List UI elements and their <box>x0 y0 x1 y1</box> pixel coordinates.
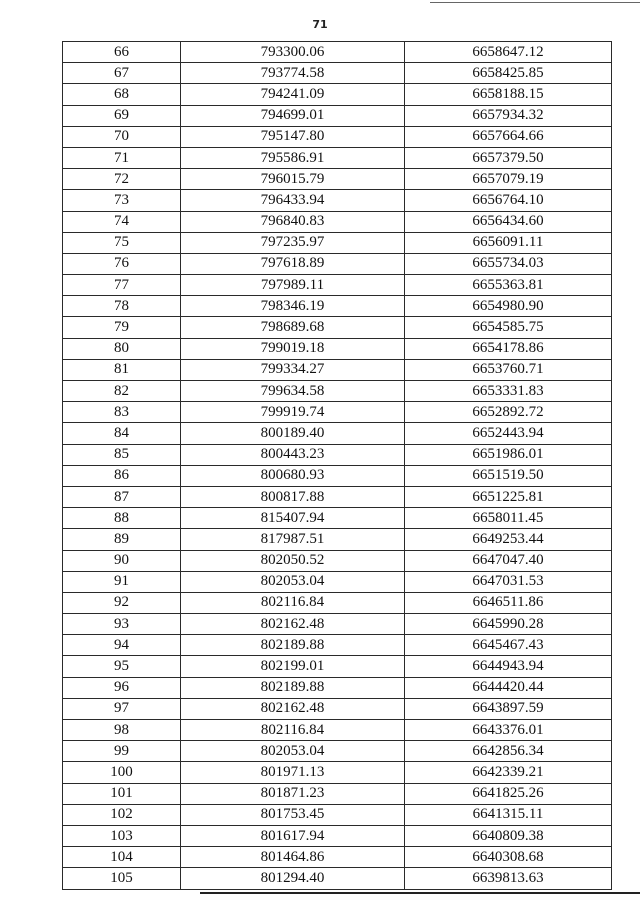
table-row <box>63 211 612 232</box>
point-number-cell: 74 <box>63 211 181 232</box>
table-row <box>63 762 612 783</box>
y-coordinate-cell: 6658011.45 <box>405 508 612 529</box>
page-number: 71 <box>312 18 328 31</box>
point-number-cell: 101 <box>63 783 181 804</box>
point-number-cell: 99 <box>63 741 181 762</box>
y-coordinate-cell: 6651986.01 <box>405 444 612 465</box>
x-coordinate-cell: 801464.86 <box>181 847 405 868</box>
point-number-cell: 76 <box>63 253 181 274</box>
point-number-cell: 78 <box>63 296 181 317</box>
x-coordinate-cell: 802162.48 <box>181 614 405 635</box>
x-coordinate-cell: 795147.80 <box>181 126 405 147</box>
y-coordinate-cell: 6657664.66 <box>405 126 612 147</box>
y-coordinate-cell: 6657934.32 <box>405 105 612 126</box>
y-coordinate-cell: 6642339.21 <box>405 762 612 783</box>
y-coordinate-cell: 6652443.94 <box>405 423 612 444</box>
x-coordinate-cell: 800189.40 <box>181 423 405 444</box>
table-row <box>63 423 612 444</box>
point-number-cell: 70 <box>63 126 181 147</box>
table-row <box>63 804 612 825</box>
y-coordinate-cell: 6658188.15 <box>405 84 612 105</box>
table-row <box>63 253 612 274</box>
table-row <box>63 402 612 423</box>
point-number-cell: 86 <box>63 465 181 486</box>
y-coordinate-cell: 6647047.40 <box>405 550 612 571</box>
x-coordinate-cell: 793774.58 <box>181 63 405 84</box>
y-coordinate-cell: 6655734.03 <box>405 253 612 274</box>
x-coordinate-cell: 802050.52 <box>181 550 405 571</box>
point-number-cell: 91 <box>63 571 181 592</box>
x-coordinate-cell: 795586.91 <box>181 147 405 168</box>
point-number-cell: 92 <box>63 592 181 613</box>
x-coordinate-cell: 798346.19 <box>181 296 405 317</box>
x-coordinate-cell: 802116.84 <box>181 720 405 741</box>
point-number-cell: 90 <box>63 550 181 571</box>
point-number-cell: 105 <box>63 868 181 889</box>
point-number-cell: 84 <box>63 423 181 444</box>
table-row <box>63 635 612 656</box>
point-number-cell: 66 <box>63 42 181 63</box>
x-coordinate-cell: 799634.58 <box>181 381 405 402</box>
point-number-cell: 103 <box>63 825 181 846</box>
x-coordinate-cell: 798689.68 <box>181 317 405 338</box>
y-coordinate-cell: 6647031.53 <box>405 571 612 592</box>
point-number-cell: 81 <box>63 359 181 380</box>
y-coordinate-cell: 6639813.63 <box>405 868 612 889</box>
top-edge-rule <box>430 2 640 3</box>
x-coordinate-cell: 802162.48 <box>181 698 405 719</box>
coordinates-table <box>62 41 612 890</box>
y-coordinate-cell: 6657379.50 <box>405 147 612 168</box>
table-row <box>63 359 612 380</box>
table-row <box>63 126 612 147</box>
x-coordinate-cell: 799019.18 <box>181 338 405 359</box>
table-row <box>63 550 612 571</box>
table-row <box>63 508 612 529</box>
x-coordinate-cell: 794241.09 <box>181 84 405 105</box>
y-coordinate-cell: 6658425.85 <box>405 63 612 84</box>
x-coordinate-cell: 801753.45 <box>181 804 405 825</box>
table-row <box>63 741 612 762</box>
point-number-cell: 68 <box>63 84 181 105</box>
x-coordinate-cell: 802189.88 <box>181 677 405 698</box>
point-number-cell: 93 <box>63 614 181 635</box>
x-coordinate-cell: 796433.94 <box>181 190 405 211</box>
table-row <box>63 783 612 804</box>
y-coordinate-cell: 6641315.11 <box>405 804 612 825</box>
y-coordinate-cell: 6654178.86 <box>405 338 612 359</box>
y-coordinate-cell: 6641825.26 <box>405 783 612 804</box>
y-coordinate-cell: 6657079.19 <box>405 169 612 190</box>
y-coordinate-cell: 6643897.59 <box>405 698 612 719</box>
y-coordinate-cell: 6644420.44 <box>405 677 612 698</box>
x-coordinate-cell: 802053.04 <box>181 741 405 762</box>
point-number-cell: 67 <box>63 63 181 84</box>
y-coordinate-cell: 6656764.10 <box>405 190 612 211</box>
x-coordinate-cell: 794699.01 <box>181 105 405 126</box>
table-row <box>63 381 612 402</box>
table-row <box>63 465 612 486</box>
x-coordinate-cell: 796015.79 <box>181 169 405 190</box>
point-number-cell: 73 <box>63 190 181 211</box>
point-number-cell: 88 <box>63 508 181 529</box>
x-coordinate-cell: 802053.04 <box>181 571 405 592</box>
table-row <box>63 296 612 317</box>
y-coordinate-cell: 6640308.68 <box>405 847 612 868</box>
table-row <box>63 720 612 741</box>
point-number-cell: 77 <box>63 275 181 296</box>
x-coordinate-cell: 799334.27 <box>181 359 405 380</box>
x-coordinate-cell: 797618.89 <box>181 253 405 274</box>
point-number-cell: 72 <box>63 169 181 190</box>
table-row <box>63 677 612 698</box>
point-number-cell: 69 <box>63 105 181 126</box>
y-coordinate-cell: 6651519.50 <box>405 465 612 486</box>
y-coordinate-cell: 6645467.43 <box>405 635 612 656</box>
point-number-cell: 102 <box>63 804 181 825</box>
y-coordinate-cell: 6645990.28 <box>405 614 612 635</box>
y-coordinate-cell: 6658647.12 <box>405 42 612 63</box>
table-row <box>63 868 612 889</box>
table-row <box>63 232 612 253</box>
y-coordinate-cell: 6654585.75 <box>405 317 612 338</box>
y-coordinate-cell: 6653331.83 <box>405 381 612 402</box>
y-coordinate-cell: 6642856.34 <box>405 741 612 762</box>
table-row <box>63 529 612 550</box>
x-coordinate-cell: 802116.84 <box>181 592 405 613</box>
table-row <box>63 105 612 126</box>
point-number-cell: 97 <box>63 698 181 719</box>
table-row <box>63 444 612 465</box>
x-coordinate-cell: 817987.51 <box>181 529 405 550</box>
x-coordinate-cell: 815407.94 <box>181 508 405 529</box>
table-row <box>63 592 612 613</box>
x-coordinate-cell: 796840.83 <box>181 211 405 232</box>
table-row <box>63 42 612 63</box>
x-coordinate-cell: 797989.11 <box>181 275 405 296</box>
point-number-cell: 98 <box>63 720 181 741</box>
x-coordinate-cell: 801871.23 <box>181 783 405 804</box>
table-row <box>63 338 612 359</box>
x-coordinate-cell: 793300.06 <box>181 42 405 63</box>
point-number-cell: 100 <box>63 762 181 783</box>
point-number-cell: 104 <box>63 847 181 868</box>
bottom-edge-rule <box>200 892 640 894</box>
point-number-cell: 94 <box>63 635 181 656</box>
point-number-cell: 89 <box>63 529 181 550</box>
x-coordinate-cell: 800443.23 <box>181 444 405 465</box>
y-coordinate-cell: 6643376.01 <box>405 720 612 741</box>
point-number-cell: 82 <box>63 381 181 402</box>
coordinates-table-body <box>63 42 612 890</box>
y-coordinate-cell: 6656091.11 <box>405 232 612 253</box>
point-number-cell: 95 <box>63 656 181 677</box>
point-number-cell: 75 <box>63 232 181 253</box>
table-row <box>63 147 612 168</box>
table-row <box>63 317 612 338</box>
point-number-cell: 96 <box>63 677 181 698</box>
table-row <box>63 169 612 190</box>
x-coordinate-cell: 801294.40 <box>181 868 405 889</box>
table-row <box>63 190 612 211</box>
table-row <box>63 571 612 592</box>
y-coordinate-cell: 6640809.38 <box>405 825 612 846</box>
table-row <box>63 825 612 846</box>
y-coordinate-cell: 6655363.81 <box>405 275 612 296</box>
point-number-cell: 71 <box>63 147 181 168</box>
point-number-cell: 85 <box>63 444 181 465</box>
x-coordinate-cell: 800817.88 <box>181 486 405 507</box>
y-coordinate-cell: 6656434.60 <box>405 211 612 232</box>
x-coordinate-cell: 800680.93 <box>181 465 405 486</box>
point-number-cell: 80 <box>63 338 181 359</box>
y-coordinate-cell: 6651225.81 <box>405 486 612 507</box>
point-number-cell: 79 <box>63 317 181 338</box>
x-coordinate-cell: 799919.74 <box>181 402 405 423</box>
table-row <box>63 656 612 677</box>
table-row <box>63 847 612 868</box>
x-coordinate-cell: 801617.94 <box>181 825 405 846</box>
y-coordinate-cell: 6649253.44 <box>405 529 612 550</box>
point-number-cell: 83 <box>63 402 181 423</box>
table-row <box>63 84 612 105</box>
table-row <box>63 698 612 719</box>
table-row <box>63 275 612 296</box>
table-row <box>63 63 612 84</box>
table-row <box>63 614 612 635</box>
point-number-cell: 87 <box>63 486 181 507</box>
y-coordinate-cell: 6654980.90 <box>405 296 612 317</box>
table-row <box>63 486 612 507</box>
x-coordinate-cell: 797235.97 <box>181 232 405 253</box>
y-coordinate-cell: 6644943.94 <box>405 656 612 677</box>
y-coordinate-cell: 6652892.72 <box>405 402 612 423</box>
y-coordinate-cell: 6653760.71 <box>405 359 612 380</box>
x-coordinate-cell: 801971.13 <box>181 762 405 783</box>
x-coordinate-cell: 802189.88 <box>181 635 405 656</box>
x-coordinate-cell: 802199.01 <box>181 656 405 677</box>
y-coordinate-cell: 6646511.86 <box>405 592 612 613</box>
